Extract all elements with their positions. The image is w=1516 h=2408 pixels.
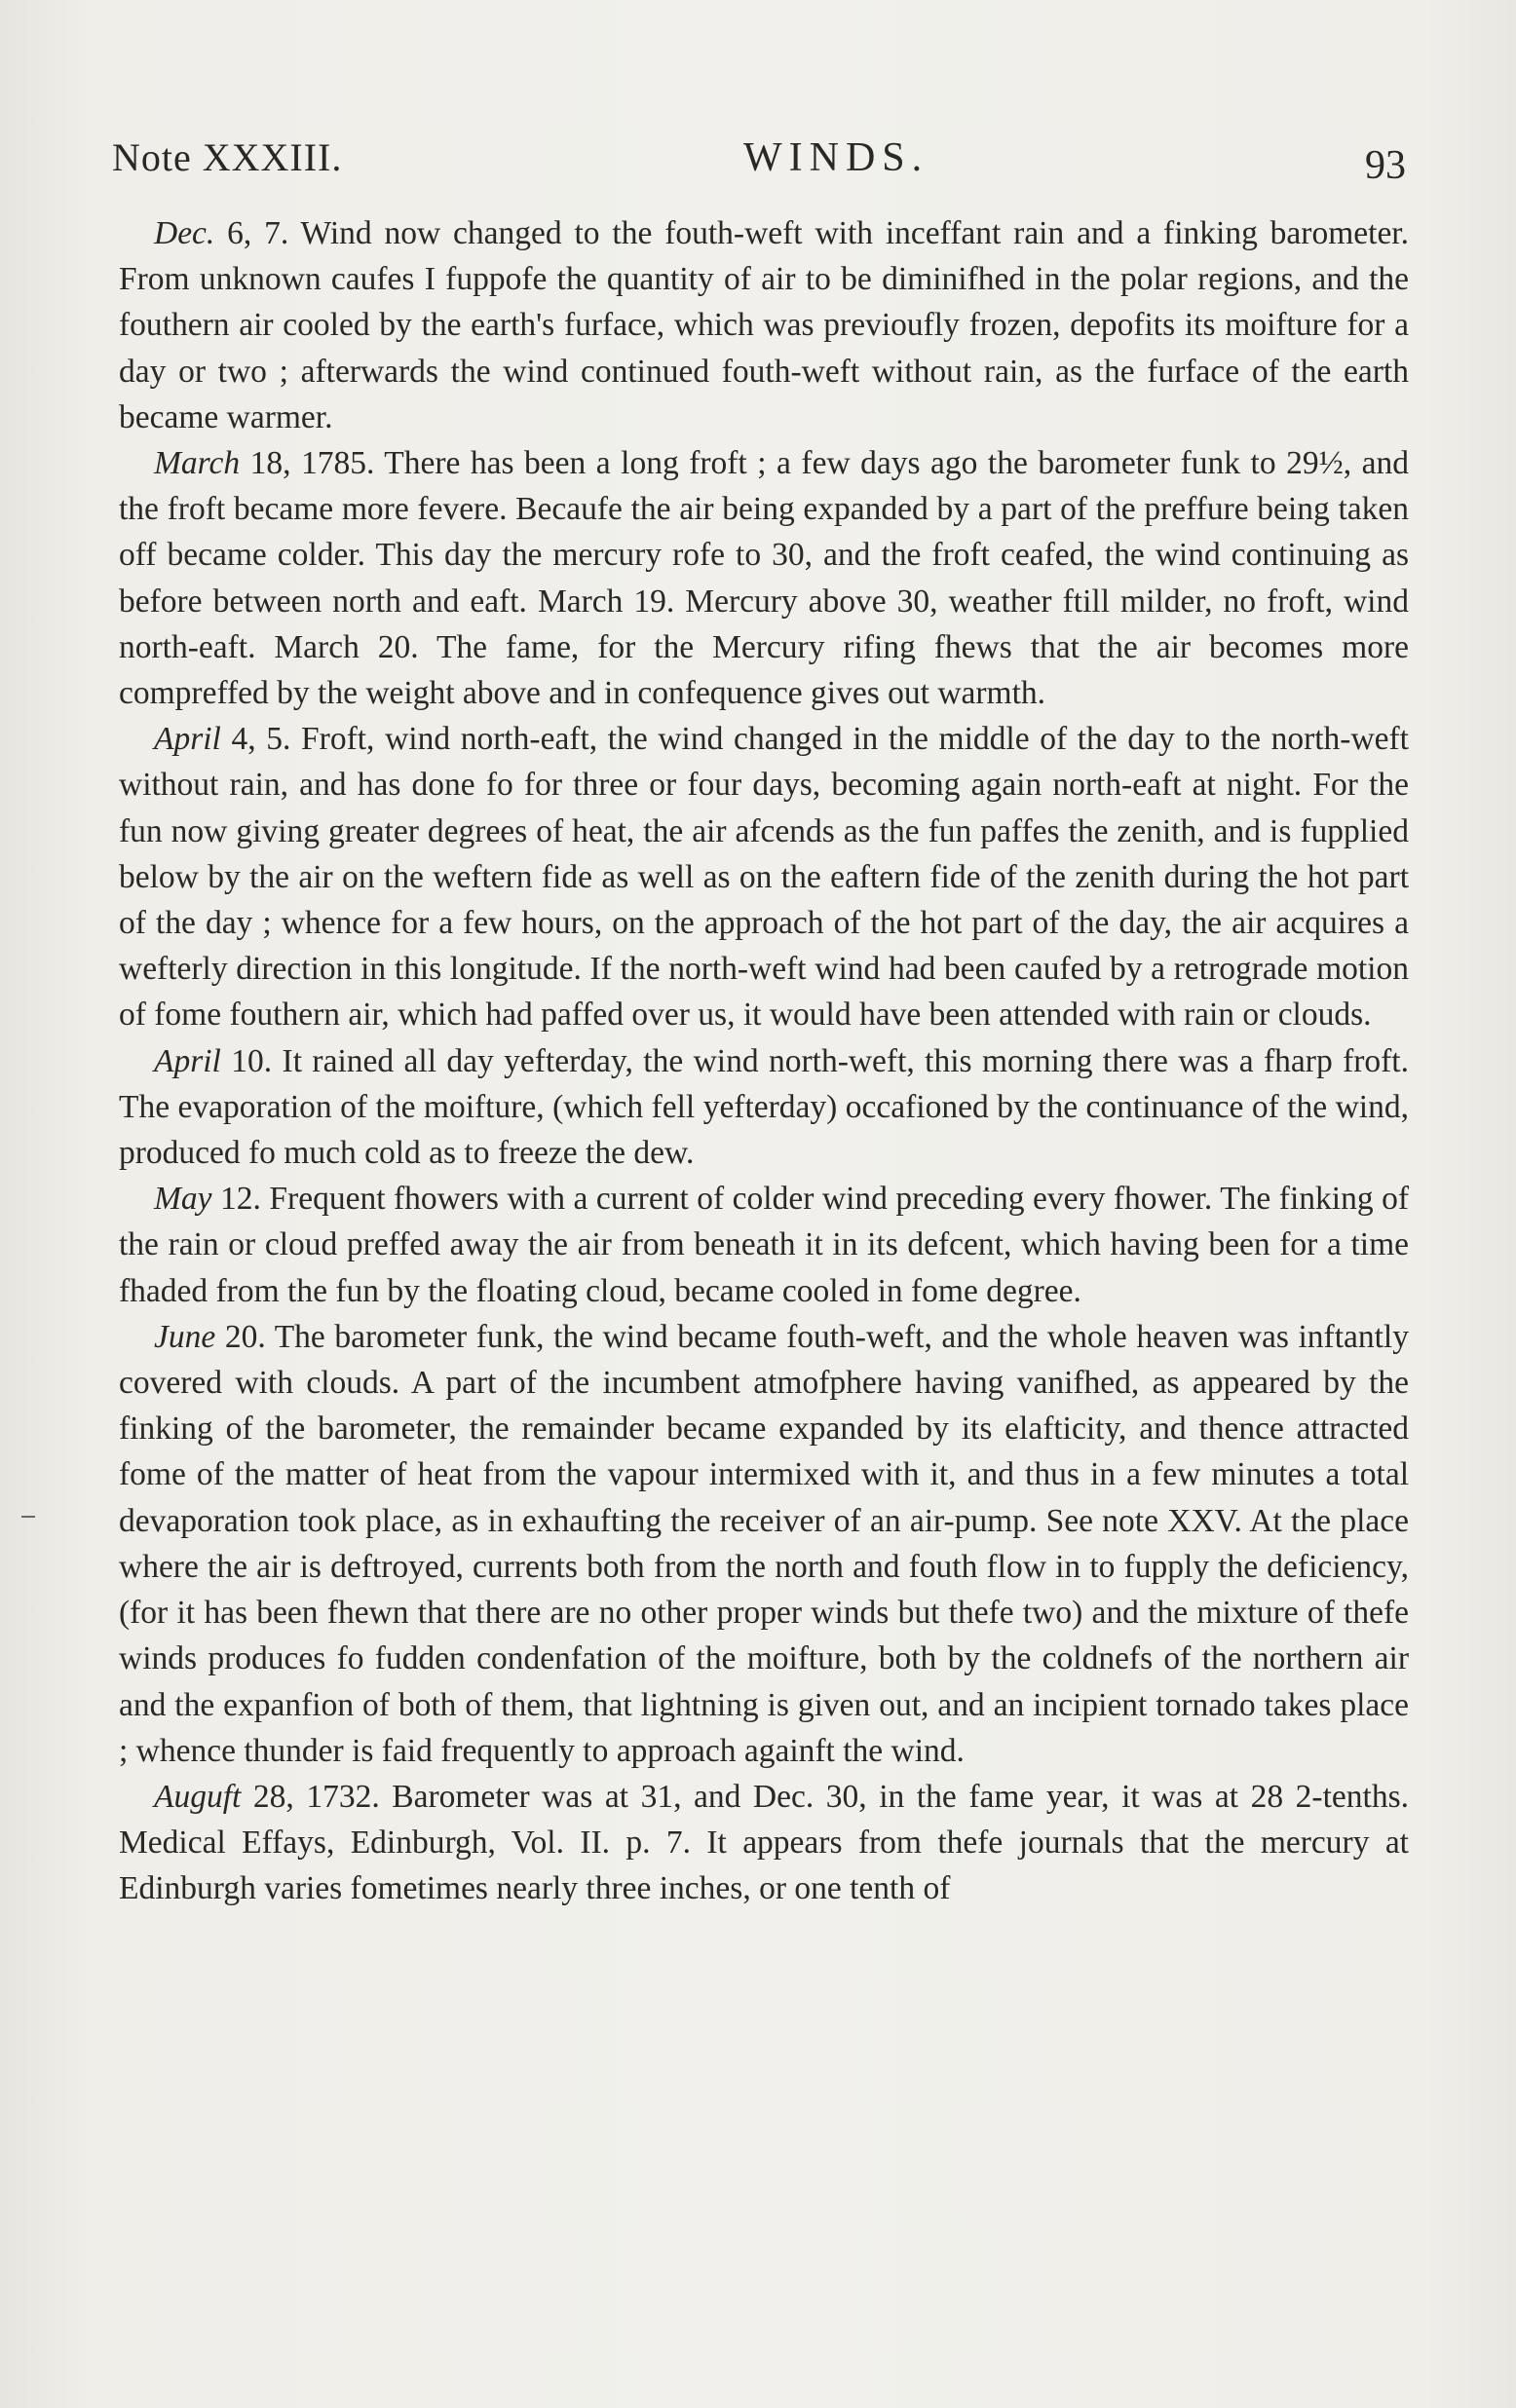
paragraph-lead: Dec. [154, 215, 215, 251]
paragraph-text: 4, 5. Froft, wind north-eaft, the wind changed in the middle of the day to the north-weft without rain, and has done fo for three or four days, becoming again north-eaft at night. For the fun now giving greater degrees of heat, the air afcends as the fun paffes the zenith, and is fupplied below by the air on the weftern fide as well as on the eaftern fide of the zenith during the hot part of the day ; whence for a few hours, on the approach of the hot part of the day, the air acquires a wefterly direction in this longitude. If the north-weft wind had been caufed by a retrograde motion of fome fouthern air, which had paffed over us, it would have been attended with rain or clouds. [119, 721, 1409, 1034]
page-body [119, 210, 1409, 1912]
paragraph-text: 20. The barometer funk, the wind became fouth-weft, and the whole heaven was inftantly covered with clouds. A part of the incumbent atmofphere having vanifhed, as appeared by the finking of the barometer, the remainder became expanded by its elafticity, and thence attracted fome of the matter of heat from the vapour intermixed with it, and thus in a few minutes a total devaporation took place, as in exhaufting the receiver of an air-pump. See note XXV. At the place where the air is deftroyed, currents both from the north and fouth flow in to fupply the deficiency, (for it has been fhewn that there are no other proper winds but thefe two) and the mixture of thefe winds produces fo fudden condenfation of the moifture, both by the coldnefs of the northern air and the expanfion of both of them, that lightning is given out, and an incipient tornado takes place ; whence thunder is faid frequently to approach againft the wind. [119, 1318, 1409, 1769]
note-number: Note XXXIII. [112, 135, 343, 179]
paragraph-text: 12. Frequent fhowers with a current of colder wind preceding every fhower. The finking of the rain or cloud preffed away the air from beneath it in its defcent, which having been for a time fhaded from the fun by the floating cloud, became cooled in fome degree. [119, 1181, 1409, 1309]
paragraph-dec [119, 210, 1409, 440]
page-number: 93 [1365, 143, 1406, 188]
paragraph-text: 6, 7. Wind now changed to the fouth-weft with inceffant rain and a finking barometer. From unknown caufes I fuppofe the quantity of air to be diminifhed in the polar regions, and the fouthern air cooled by the earth's furface, which was previoufly frozen, depofits its moifture for a day or two ; afterwards the wind continued fouth-weft without rain, as the furface of the earth became warmer. [119, 215, 1409, 435]
paragraph-april-4 [119, 716, 1409, 1037]
paragraph-august [119, 1774, 1409, 1912]
paragraph-lead: April [154, 721, 221, 758]
paragraph-june [119, 1314, 1409, 1774]
page-title: WINDS. [743, 135, 929, 180]
paragraph-lead: March [154, 445, 241, 482]
running-header [112, 134, 1406, 193]
paragraph-lead: April [154, 1042, 221, 1079]
paragraph-april-10 [119, 1038, 1409, 1177]
margin-tick-mark [21, 1516, 35, 1518]
paragraph-lead: June [154, 1318, 216, 1355]
paragraph-text: 18, 1785. There has been a long froft ; a few days ago the barometer funk to 29½, and the froft became more fevere. Becaufe the air being expanded by a part of the preffure being taken off became colder. This day the mercury rofe to 30, and the froft ceafed, the wind continuing as before between north and eaft. March 19. Mercury above 30, weather ftill milder, no froft, wind north-eaft. March 20. The fame, for the Mercury rifing fhews that the air becomes more compreffed by the weight above and in confequence gives out warmth. [119, 445, 1409, 712]
paragraph-lead: May [154, 1181, 212, 1218]
paragraph-text: 28, 1732. Barometer was at 31, and Dec. 30, in the fame year, it was at 28 2-tenths. Medical Effays, Edinburgh, Vol. II. p. 7. It appears from thefe journals that the mercury at Edinburgh varies fometimes nearly three inches, or one tenth of [119, 1778, 1409, 1907]
paragraph-may [119, 1176, 1409, 1314]
paragraph-march [119, 440, 1409, 716]
paragraph-text: 10. It rained all day yefterday, the wind north-weft, this morning there was a fharp froft. The evaporation of the moifture, (which fell yefterday) occafioned by the continuance of the wind, produced fo much cold as to freeze the dew. [119, 1042, 1409, 1172]
paragraph-lead: Auguft [154, 1778, 242, 1815]
